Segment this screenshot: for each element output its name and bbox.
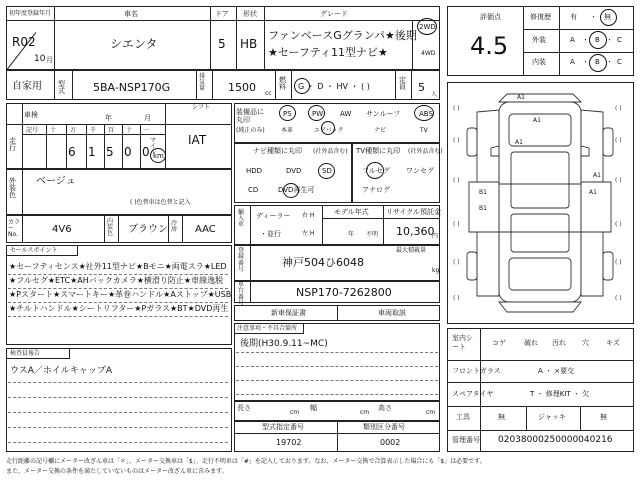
registration-month: 10 <box>34 54 46 64</box>
dvd-play-circle <box>283 183 299 198</box>
dealer-label: ディーラー <box>256 212 291 220</box>
equipment-item: サンルーフ <box>366 110 401 118</box>
width-label: 幅 <box>310 404 317 412</box>
sales-point-label: セールスポイント <box>10 247 58 254</box>
room-seat-item: コゲ <box>492 339 506 347</box>
fuel-options: G ・ D ・ HV ・ ( ) <box>298 82 370 91</box>
tv-label: TV種類に丸印 <box>356 147 401 155</box>
equipment-label: 装備品に丸印 <box>236 108 264 125</box>
parallel-label: ・並行 <box>260 230 281 238</box>
exterior-color: ベージュ <box>36 176 76 187</box>
inspector-section <box>6 348 232 452</box>
footer-note-1: 走行距離の記号欄にメーター改ざん車は「＊」、メーター交換車は「$」、走行不明車は「#」を記入しております。なお、メーター交換で合算表示した場合にも「$」は必要です。 <box>6 458 486 465</box>
management-number: 02038000250000040216 <box>498 435 613 445</box>
equipment-item: TV <box>420 127 428 134</box>
spare-tire-label: スペアタイヤ <box>452 390 494 398</box>
model-year-unit: 年 <box>348 231 355 238</box>
score-label: 評価点 <box>480 13 501 21</box>
ac-type: AAC <box>195 224 216 235</box>
interior-color-label: 内装色 <box>107 218 114 237</box>
svg-text:( ): ( ) <box>615 221 622 228</box>
digit-label: 十 <box>126 127 133 134</box>
width-unit: cm <box>360 409 370 416</box>
digit-label: 千 <box>90 127 97 134</box>
damage-label: A1 <box>515 139 523 146</box>
door-label: ドア <box>215 10 229 18</box>
exterior-grade-label: 外装 <box>532 36 546 44</box>
equipment-item: PW <box>312 110 324 118</box>
mileage-digit: 0 <box>142 145 150 159</box>
digit-label: 一 <box>143 127 150 134</box>
exterior-grade: B <box>595 36 600 44</box>
svg-text:( ): ( ) <box>615 137 622 144</box>
model-label: 型式 <box>58 80 65 95</box>
svg-text:( ): ( ) <box>453 221 460 228</box>
management-label: 管理番号 <box>452 436 480 444</box>
damage-label: B1 <box>479 205 487 212</box>
repair-option: 無 <box>604 13 611 21</box>
equipment-sub: (純正のみ) <box>236 127 265 134</box>
plate-number: 神戸504ひ6048 <box>282 256 364 269</box>
length-label: 長さ <box>237 404 251 412</box>
capacity-unit: 人 <box>431 91 438 98</box>
registration-year: R02 <box>12 35 36 49</box>
tools-value: 無 <box>498 413 505 421</box>
digit-label: 十 <box>50 127 57 134</box>
svg-text:( ): ( ) <box>453 105 460 112</box>
color-no: 4V6 <box>52 224 72 235</box>
length-unit: cm <box>290 409 300 416</box>
svg-text:( ): ( ) <box>615 105 622 112</box>
exterior-b-circle <box>589 31 607 49</box>
equipment-item: ナビ <box>374 127 387 134</box>
front-glass-value: A ・ ×要交 <box>538 367 575 375</box>
evaluation-score: 4.5 <box>470 32 509 60</box>
displacement-label: 排気量 <box>199 73 206 92</box>
interior-grade: C <box>617 58 622 66</box>
navi-item: DVD <box>286 167 302 175</box>
type-designation-no: 19702 <box>276 438 302 447</box>
equipment-section <box>234 103 440 143</box>
spare-tire-value: T ・ 修理KIT ・ 欠 <box>530 390 590 398</box>
recycle-unit: 円 <box>432 233 439 240</box>
inspection-year: 年 <box>105 114 112 122</box>
room-seat-item: 汚れ <box>552 339 566 347</box>
car-name: シエンタ <box>110 37 158 51</box>
import-label: 輸入車 <box>238 209 245 228</box>
interior-grade: A <box>570 58 575 66</box>
model-year-label: モデル年式 <box>334 208 369 216</box>
recycle-label: リサイクル預託金 <box>386 208 442 216</box>
navi-item: DVD再生可 <box>278 186 315 194</box>
damage-label: A1 <box>517 94 525 101</box>
equipment-item: PS <box>283 110 292 118</box>
svg-text:( ): ( ) <box>453 137 460 144</box>
sales-line: ★セーフティセンス★社外11型ナビ★Bモニ★両電スラ★LED <box>9 262 227 271</box>
kg-unit: kg <box>432 267 440 274</box>
mile-label: マイル <box>150 137 157 156</box>
ps-circle <box>279 105 296 121</box>
fullseg-circle <box>366 162 384 179</box>
sales-line: ★チルトハンドル★シートリフター★Pガラス★BT★DVD再生 <box>9 304 229 313</box>
inspection-month: 月 <box>144 114 151 122</box>
mileage-digit: 1 <box>88 145 96 159</box>
km-circle <box>150 148 166 163</box>
tv-item: アナログ <box>362 186 390 194</box>
svg-text:( ): ( ) <box>453 259 460 266</box>
handle-left: 左 H <box>302 230 315 237</box>
shift-label: シフト <box>192 104 211 111</box>
navi-sub: (社外品含む) <box>313 148 348 155</box>
displacement-value: 1500 <box>228 81 256 94</box>
drive-2wd: 2WD <box>419 23 436 31</box>
equipment-item: ABS <box>419 110 433 118</box>
sales-line: ★Pスタート★スマートキー★革巻ハンドル★Aストップ★USB <box>9 290 232 299</box>
drive-4wd: 4WD <box>421 50 436 57</box>
digit-label: 万 <box>70 127 77 134</box>
mileage-digit: 6 <box>68 145 76 159</box>
owner-manual: 車両取説 <box>378 309 406 317</box>
dimension-section <box>234 401 440 421</box>
fuel-label: 燃料 <box>279 76 286 91</box>
km-label: km <box>153 152 164 160</box>
model-year-unknown: 不明 <box>366 231 379 238</box>
mileage-digit: 5 <box>106 145 114 159</box>
body-shape: HB <box>240 37 258 51</box>
pw-circle <box>308 105 325 121</box>
airbag-circle <box>321 121 335 135</box>
interior-grade: B <box>595 58 600 66</box>
shape-label: 形状 <box>243 10 257 18</box>
jack-label: ジャッキ <box>538 413 566 421</box>
mileage-digit: 0 <box>124 145 132 159</box>
max-load-label: 最大積載量 <box>396 247 427 254</box>
exterior-label: 外装色 <box>9 177 16 199</box>
interior-grade-label: 内装 <box>532 58 546 66</box>
tv-item: フルセグ <box>362 167 390 175</box>
height-label: 高さ <box>378 404 392 412</box>
chassis-number: NSP170-7262800 <box>296 286 392 299</box>
damage-label: A1 <box>589 189 597 196</box>
attention-text: 後期(H30.9.11~MC) <box>240 339 328 349</box>
attention-label: 注意事項・不具合箇所 <box>237 325 298 332</box>
sales-line: ★フルセグ★ETC★AHバックカメラ★横滑り防止★車線逸脱 <box>9 276 224 285</box>
height-unit: cm <box>426 409 436 416</box>
room-seat-item: 破れ <box>524 339 538 347</box>
exterior-grade: A <box>570 36 575 44</box>
inspector-text: ウスA／ホイルキャップA <box>10 366 113 376</box>
category-label: 類別区分番号 <box>363 423 405 431</box>
category-no: 0002 <box>380 438 401 447</box>
interior-color: ブラウン <box>128 224 168 235</box>
room-seat-label: 室内シート <box>452 334 473 352</box>
interior-grade: ・ <box>582 58 589 66</box>
equipment-item: AW <box>340 110 352 118</box>
chassis-label: 車台番号 <box>238 281 245 307</box>
grade-line-1: ファンベースGグランパ★後期 <box>268 29 417 42</box>
damage-label: B1 <box>479 189 487 196</box>
ac-label: 冷房 <box>171 220 178 233</box>
fuel-g-circle <box>294 78 310 94</box>
cc-unit: cc <box>265 90 272 97</box>
plate-label: 登録番号 <box>238 247 245 273</box>
inspector-label: 検査員報告 <box>10 350 41 357</box>
navi-label: ナビ種類に丸印 <box>253 147 302 155</box>
new-car-warranty: 新車保証書 <box>271 309 306 317</box>
navi-item: SD <box>322 167 332 175</box>
svg-text:( ): ( ) <box>615 295 622 302</box>
svg-text:( ): ( ) <box>615 177 622 184</box>
car-name-label: 車名 <box>124 10 138 18</box>
jack-value: 無 <box>600 413 607 421</box>
tv-item: ワンセグ <box>406 167 434 175</box>
damage-label: A1 <box>533 117 541 124</box>
color-no-label: カラーNo. <box>8 219 21 238</box>
model-code: 5BA-NSP170G <box>93 81 171 94</box>
travel-label: 走行 <box>9 137 16 152</box>
damage-label: A1 <box>593 172 601 179</box>
digit-label: 百 <box>108 127 115 134</box>
navi-item: CD <box>248 186 259 194</box>
exterior-grade: ・ <box>606 36 613 44</box>
drive-2wd-circle <box>417 18 437 35</box>
interior-grade: ・ <box>606 58 613 66</box>
recycle-value: 10,360 <box>396 225 435 238</box>
repair-label: 修復歴 <box>530 13 551 21</box>
repair-none-circle <box>600 9 617 26</box>
tv-sub: (社外品含む) <box>408 148 443 155</box>
tools-label: 工具 <box>456 413 470 421</box>
navi-item: HDD <box>246 167 263 175</box>
equipment-item: 本革 <box>281 127 294 134</box>
car-diagram <box>447 82 634 324</box>
grade-label: グレード <box>320 10 348 18</box>
capacity-label: 定員 <box>399 76 406 91</box>
month-suffix: 月 <box>46 56 53 64</box>
svg-text:( ): ( ) <box>615 259 622 266</box>
room-seat-item: キズ <box>606 339 620 347</box>
footer-note-2: また、メーター交換の条件を満たしていないものはメーター改ざん車に含みます。 <box>6 468 228 475</box>
repair-option: 有 <box>570 13 577 21</box>
grade-line-2: ★セーフティ11型ナビ★ <box>268 46 388 59</box>
handle-right: 右 H <box>302 212 315 219</box>
inspection-label: 車検 <box>24 111 38 119</box>
type-designation-label: 型式指定番号 <box>262 423 304 431</box>
attention-section <box>234 323 440 401</box>
digit-label: 記号 <box>26 127 39 134</box>
room-seat-item: 穴 <box>582 339 589 347</box>
repair-option: ・ <box>590 13 597 21</box>
first-registration-label: 初年度登録年月 <box>9 10 52 17</box>
svg-text:( ): ( ) <box>453 177 460 184</box>
interior-b-circle <box>589 54 607 72</box>
usage-type: 自家用 <box>12 81 42 92</box>
color-change-note: ( )色替車は色替と記入 <box>130 199 191 206</box>
equipment-item: エアバック <box>314 127 344 134</box>
exterior-grade: C <box>617 36 622 44</box>
svg-text:( ): ( ) <box>453 295 460 302</box>
shift-value: IAT <box>188 133 207 147</box>
abs-circle <box>414 105 434 121</box>
door-count: 5 <box>218 37 226 51</box>
sd-circle <box>318 163 335 179</box>
capacity-value: 5 <box>418 81 425 94</box>
exterior-grade: ・ <box>582 36 589 44</box>
front-glass-label: フロントガラス <box>452 367 501 375</box>
